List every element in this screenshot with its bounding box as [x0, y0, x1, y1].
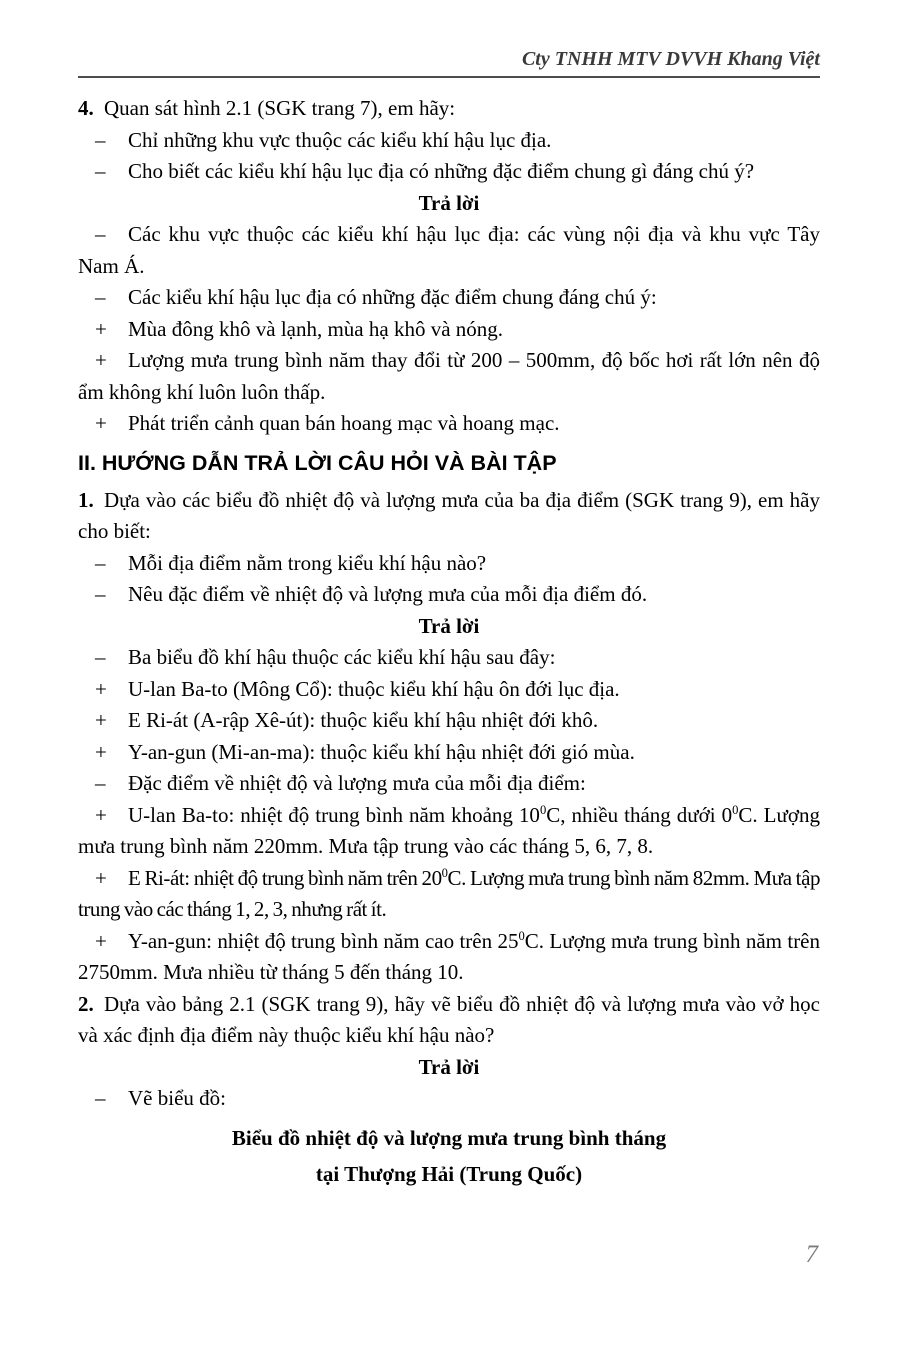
plus-marker: +: [95, 348, 107, 372]
answer-text: Mùa đông khô và lạnh, mùa hạ khô và nóng.: [128, 316, 504, 341]
question-2: [78, 989, 820, 1052]
dash-marker: –: [95, 222, 106, 246]
question-1-number: 1.: [78, 487, 94, 512]
answer-item: [78, 737, 820, 769]
subitem-text: Nêu đặc điểm về nhiệt độ và lượng mưa của mỗi địa điểm đó.: [128, 582, 648, 606]
page-body: [78, 93, 820, 1192]
answer-heading: Trả lời: [418, 1054, 480, 1079]
answer-text: U-lan Ba-to (Mông Cổ): thuộc kiểu khí hậu ôn đới lục địa.: [128, 676, 620, 701]
answer-text: Các khu vực thuộc các kiểu khí hậu lục địa: các vùng nội địa và khu vực Tây Nam Á.: [78, 222, 820, 278]
subitem-text: Chỉ những khu vực thuộc các kiểu khí hậu lục địa.: [128, 127, 552, 152]
dash-marker: –: [95, 582, 106, 606]
question-4-subitem: [78, 156, 820, 188]
chart-title-line-2: tại Thượng Hải (Trung Quốc): [315, 1161, 583, 1186]
chart-title-line-1: Biểu đồ nhiệt độ và lượng mưa trung bình tháng: [231, 1125, 667, 1150]
answer-item: [78, 705, 820, 737]
page-number: 7: [805, 1241, 818, 1268]
answer-text: Phát triển cảnh quan bán hoang mạc và hoang mạc.: [128, 411, 560, 435]
header-rule: [78, 76, 820, 78]
answer-item: [78, 674, 820, 706]
answer-item: [78, 282, 820, 314]
section-heading-ii: II. HƯỚNG DẪN TRẢ LỜI CÂU HỎI VÀ BÀI TẬP: [78, 450, 557, 475]
question-2-text: Dựa vào bảng 2.1 (SGK trang 9), hãy vẽ biểu đồ nhiệt độ và lượng mưa vào vở học và xác định địa điểm này thuộc kiểu khí hậu nào?: [78, 991, 820, 1047]
answer-text: U-lan Ba-to: nhiệt độ trung bình năm khoảng $10^0C$, nhiều tháng dưới $0^0C$. Lượng mưa trung bình năm 220mm. Mưa tập trung vào các tháng 5, 6, 7, 8.: [78, 802, 820, 858]
page-header: [78, 48, 820, 70]
question-4-text: Quan sát hình 2.1 (SGK trang 7), em hãy:: [104, 96, 456, 120]
answer-text: Y-an-gun: nhiệt độ trung bình năm cao trên $25^0C$. Lượng mưa trung bình năm trên 2750mm. Mưa nhiều từ tháng 5 đến tháng 10.: [78, 928, 821, 984]
question-4: [78, 93, 820, 125]
dash-marker: –: [95, 645, 106, 669]
answer-text: E Ri-át (A-rập Xê-út): thuộc kiểu khí hậu nhiệt đới khô.: [128, 708, 599, 732]
answer-text: Vẽ biểu đồ:: [128, 1086, 226, 1110]
question-4-number: 4.: [78, 96, 94, 120]
plus-marker: +: [95, 411, 107, 435]
subitem-text: Mỗi địa điểm nằm trong kiểu khí hậu nào?: [128, 550, 487, 575]
answer-text: Đặc điểm về nhiệt độ và lượng mưa của mỗi địa điểm:: [128, 771, 586, 795]
answer-text: Ba biểu đồ khí hậu thuộc các kiểu khí hậu sau đây:: [128, 645, 556, 669]
plus-marker: +: [95, 802, 107, 827]
dash-marker: –: [95, 159, 106, 183]
answer-item: [78, 800, 820, 863]
answer-text: E Ri-át: nhiệt độ trung bình năm trên $20^0C$. Lượng mưa trung bình năm 82mm. Mưa tập trung vào các tháng 1, 2, 3, nhưng rất ít.: [78, 865, 820, 921]
answer-heading: Trả lời: [418, 190, 480, 215]
question-1-subitem: [78, 579, 820, 611]
dash-marker: –: [95, 127, 106, 152]
answer-text: Y-an-gun (Mi-an-ma): thuộc kiểu khí hậu nhiệt đới gió mùa.: [128, 739, 635, 764]
publisher-name: Cty TNHH MTV DVVH Khang Việt: [521, 48, 820, 70]
answer-item: [78, 768, 820, 800]
answer-item: [78, 926, 820, 989]
plus-marker: +: [95, 928, 107, 953]
question-1-text: Dựa vào các biểu đồ nhiệt độ và lượng mưa của ba địa điểm (SGK trang 9), em hãy cho biết:: [78, 487, 820, 543]
answer-item: [78, 345, 820, 408]
answer-text: Các kiểu khí hậu lục địa có những đặc điểm chung đáng chú ý:: [128, 285, 657, 309]
subitem-text: Cho biết các kiểu khí hậu lục địa có những đặc điểm chung gì đáng chú ý?: [128, 159, 755, 183]
question-4-subitem: [78, 125, 820, 157]
plus-marker: +: [95, 316, 107, 341]
answer-text: Lượng mưa trung bình năm thay đổi từ 200 – 500mm, độ bốc hơi rất lớn nên độ ẩm không khí luôn luôn thấp.: [78, 348, 820, 404]
plus-marker: +: [95, 865, 107, 890]
answer-heading: Trả lời: [418, 613, 480, 638]
answer-item: [78, 642, 820, 674]
dash-marker: –: [95, 1086, 106, 1110]
plus-marker: +: [95, 708, 107, 732]
plus-marker: +: [95, 739, 107, 764]
question-2-number: 2.: [78, 991, 94, 1016]
dash-marker: –: [95, 771, 106, 795]
dash-marker: –: [95, 285, 106, 309]
dash-marker: –: [95, 550, 106, 575]
question-1-subitem: [78, 548, 820, 580]
plus-marker: +: [95, 676, 107, 701]
answer-item: [78, 408, 820, 440]
answer-item: [78, 314, 820, 346]
answer-item: [78, 1083, 820, 1115]
question-1: [78, 485, 820, 548]
answer-item: [78, 863, 820, 926]
answer-item: [78, 219, 820, 282]
